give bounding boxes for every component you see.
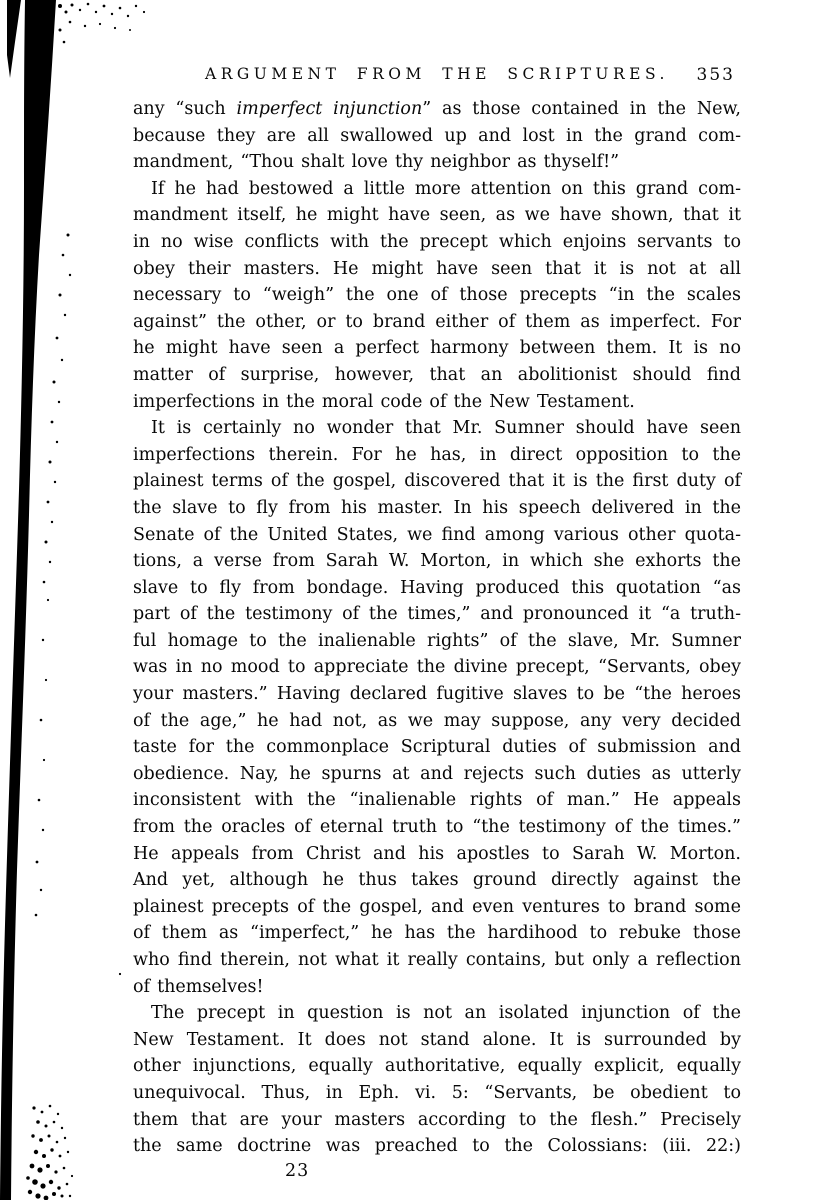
page-header <box>133 64 741 88</box>
text-line: from the oracles of eternal truth to “the testimony of the times.” <box>133 817 741 838</box>
paragraph <box>133 96 741 176</box>
text-line: because they are all swallowed up and lost in the grand com- <box>133 125 741 146</box>
text-line: mandment itself, he might have seen, as we have shown, that it <box>133 205 741 226</box>
text-line: tions, a verse from Sarah W. Morton, in which she exhorts the <box>133 551 741 572</box>
text-line: unequivocal. Thus, in Eph. vi. 5: “Servants, be obedient to <box>133 1082 741 1103</box>
paragraph <box>133 415 741 1000</box>
text-line: plainest precepts of the gospel, and even ventures to brand some <box>133 896 741 917</box>
text-line: in no wise conflicts with the precept which enjoins servants to <box>133 231 741 252</box>
text-line: matter of surprise, however, that an abolitionist should find <box>133 364 741 385</box>
text-line: necessary to “weigh” the one of those precepts “in the scales <box>133 285 741 306</box>
text-line: them that are your masters according to the flesh.” Precisely <box>133 1109 741 1130</box>
text-line: of the age,” he had not, as we may suppose, any very decided <box>133 710 741 731</box>
text-line: obey their masters. He might have seen that it is not at all <box>133 258 741 279</box>
text-line: The precept in question is not an isolated injunction of the <box>151 1003 741 1024</box>
text-line: It is certainly no wonder that Mr. Sumner should have seen <box>151 418 741 439</box>
text-line <box>133 96 741 123</box>
italic-phrase: imperfect injunction <box>236 99 423 119</box>
text-line: ful homage to the inalienable rights” of the slave, Mr. Sumner <box>133 630 741 651</box>
text-line: he might have seen a perfect harmony between them. It is no <box>133 338 741 359</box>
text-segment: ” as those contained in the New, <box>422 99 741 119</box>
text-line: imperfections therein. For he has, in direct opposition to the <box>133 444 741 465</box>
text-line: mandment, “Thou shalt love thy neighbor as thyself!” <box>133 152 620 173</box>
text-line: the same doctrine was preached to the Colossians: (iii. 22:) <box>133 1136 741 1157</box>
text-line: against” the other, or to brand either of them as imperfect. For <box>133 311 741 332</box>
text-line: of themselves! <box>133 976 264 997</box>
text-line: taste for the commonplace Scriptural duties of submission and <box>133 737 741 758</box>
text-line: other injunctions, equally authoritative, equally explicit, equally <box>133 1056 741 1077</box>
text-line: plainest terms of the gospel, discovered that it is the first duty of <box>133 471 741 492</box>
text-line: who find therein, not what it really contains, but only a reflection <box>133 950 741 970</box>
text-line: obedience. Nay, he spurns at and rejects such duties as utterly <box>133 763 741 784</box>
text-line: He appeals from Christ and his apostles to Sarah W. Morton. <box>133 843 741 864</box>
text-line: your masters.” Having declared fugitive slaves to be “the heroes <box>133 684 741 705</box>
text-line: the slave to fly from his master. In his speech delivered in the <box>133 497 741 518</box>
page-number: 353 <box>696 65 735 85</box>
text-line: And yet, although he thus takes ground directly against the <box>133 870 741 891</box>
text-line: inconsistent with the “inalienable rights of man.” He appeals <box>133 790 741 811</box>
text-line: part of the testimony of the times,” and pronounced it “a truth- <box>133 604 741 625</box>
text-line: Senate of the United States, we find among various other quota- <box>133 524 741 545</box>
text-line: was in no mood to appreciate the divine precept, “Servants, obey <box>133 657 741 678</box>
text-line: slave to fly from bondage. Having produced this quotation “as <box>133 577 741 598</box>
paragraph <box>133 176 741 415</box>
paragraph <box>133 1000 741 1160</box>
text-segment: any “such <box>133 99 237 119</box>
text-line: of them as “imperfect,” he has the hardihood to rebuke those <box>133 923 741 944</box>
text-line: imperfections in the moral code of the New Testament. <box>133 391 635 412</box>
body-text <box>133 96 741 1160</box>
running-title: ARGUMENT FROM THE SCRIPTURES. <box>205 65 669 83</box>
text-line: New Testament. It does not stand alone. It is surrounded by <box>133 1029 741 1050</box>
signature-mark: 23 <box>285 1161 310 1181</box>
text-line: If he had bestowed a little more attention on this grand com- <box>151 178 741 199</box>
